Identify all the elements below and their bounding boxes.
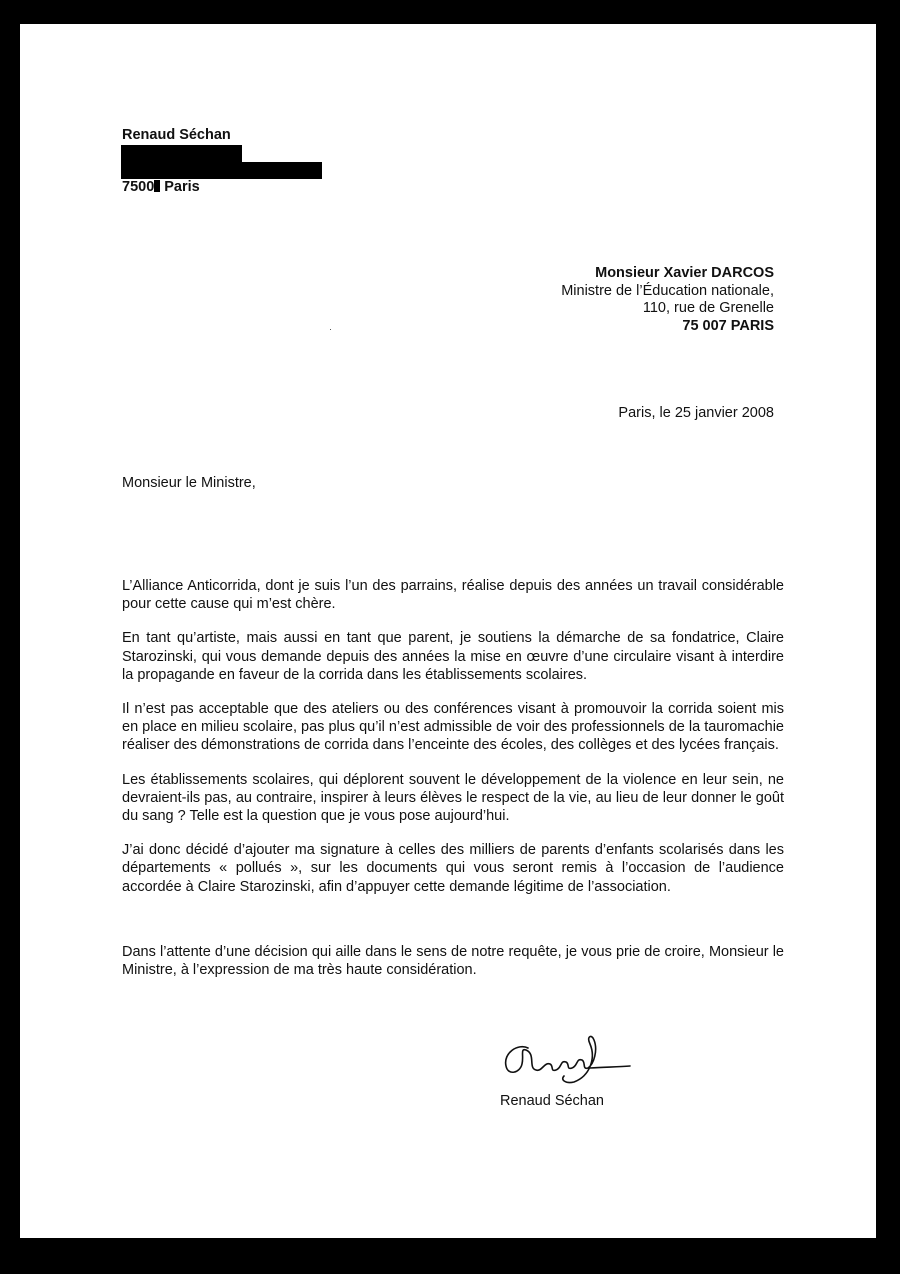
signature-printed-name: Renaud Séchan xyxy=(500,1093,604,1109)
sender-city-text: 7500 xyxy=(122,179,155,195)
recipient-block xyxy=(414,265,774,335)
sender-name: Renaud Séchan xyxy=(122,127,231,143)
letter-body xyxy=(122,577,784,912)
paragraph: Il n’est pas acceptable que des ateliers ou des conférences visant à promouvoir la corrida soient mis en place en milieu scolaire, pas plus qu’il n’est admissible de voir des professionnels de la tauromachie réaliser des démonstrations de corrida dans l’enceinte des écoles, des collèges et des lycées français. xyxy=(122,701,784,754)
letter-page xyxy=(20,24,876,1238)
redaction-digit xyxy=(154,180,160,192)
recipient-city: 75 007 PARIS xyxy=(682,317,774,334)
recipient-title: Ministre de l’Éducation nationale, xyxy=(561,282,774,299)
sender-city xyxy=(122,179,200,195)
handwritten-signature xyxy=(498,1028,633,1088)
paragraph: Les établissements scolaires, qui déplorent souvent le développement de la violence en leur sein, ne devraient-ils pas, au contraire, inspirer à leurs élèves le respect de la vie, au lieu de leur donner le goût du sang ? Telle est la question que je vous pose aujourd’hui. xyxy=(122,771,784,825)
sender-city-paris: Paris xyxy=(164,179,200,195)
salutation: Monsieur le Ministre, xyxy=(122,475,256,491)
paragraph: J’ai donc décidé d’ajouter ma signature à celles des milliers de parents d’enfants scolarisés dans les départements « pollués », sur les documents qui vous seront remis à l’occasion de l’audience accordée à Claire Starozinski, afin d’appuyer cette demande légitime de l’association. xyxy=(122,842,784,895)
redaction-bar-1 xyxy=(121,145,242,162)
recipient-street: 110, rue de Grenelle xyxy=(642,300,774,316)
recipient-name: Monsieur Xavier DARCOS xyxy=(595,265,774,281)
redaction-bar-2 xyxy=(121,162,322,179)
letter-date: Paris, le 25 janvier 2008 xyxy=(618,405,774,421)
closing-paragraph: Dans l’attente d’une décision qui aille dans le sens de notre requête, je vous prie de croire, Monsieur le Ministre, à l’expression de ma très haute considération. xyxy=(122,944,784,979)
stray-dot xyxy=(330,329,331,330)
paragraph: En tant qu’artiste, mais aussi en tant que parent, je soutiens la démarche de sa fondatrice, Claire Starozinski, qui vous demande depuis des années la mise en œuvre d’une circulaire visant à interdire la propagande en faveur de la corrida dans les établissements scolaires. xyxy=(122,630,784,683)
paragraph: L’Alliance Anticorrida, dont je suis l’un des parrains, réalise depuis des années un travail considérable pour cette cause qui m’est chère. xyxy=(122,578,784,613)
